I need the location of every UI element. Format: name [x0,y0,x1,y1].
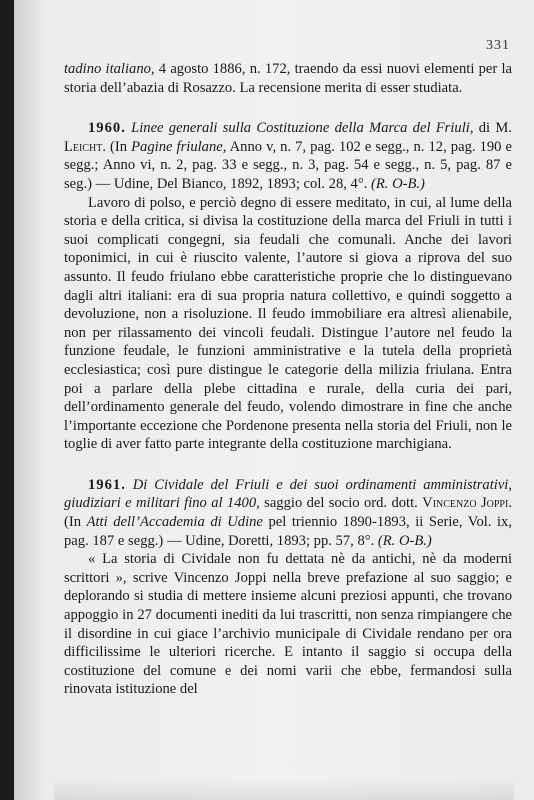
entry-1961-heading [64,476,512,550]
entry-author: Leicht [64,138,103,155]
intro-paragraph [64,60,512,97]
page-number: 331 [486,38,510,53]
entry-details: Anno v, n. 7, pag. 102 e segg., n. 12, pag. 190 e segg.; Anno vi, n. 2, pag. 33 e segg., n. 3, pag. 54 e segg., n. 5, pag. 87 e seg.) — Udine, Del Bianco, 1892, 1893; col. 28, 4°. [64,138,512,192]
entry-author: Vincenzo Joppi [422,495,509,512]
entry-signature: (R. O-B.) [371,175,425,192]
entry-journal: Pagine friulane, [131,138,227,155]
entry-journal: Atti dell’Accademia di Udine [86,514,263,531]
entry-title: Di Cividale del Friuli e dei suoi ordinamenti amministrativi, giudiziari e militari fino al 1400, [64,476,512,512]
page-content [64,60,512,699]
entry-pre-journal: . (In [102,138,132,155]
intro-text: 4 agosto 1886, n. 172, traendo da essi nuovi elementi per la storia dell’abazia di Rosazzo. La recensione merita di esser studiata. [64,61,513,96]
entry-1960-body: Lavoro di polso, e perciò degno di essere meditato, in cui, al lume della storia e della critica, si divisa la costituzione della marca del Friuli in tutti i suoi complicati congegni, sia feudali che comunali. Anche dei lavori toponimici, in cui è riuscito valente, l’autore si giova a riprova del suo assunto. Il feudo friulano ebbe caratteristiche proprie che lo distinguevano dagli altri italiani: era di sua propria natura collettivo, e quindi soggetto a devoluzione, non a risoluzione. Il feudo immobiliare era altresì alienabile, non per rilassamento dei vincoli feudali. Distingue l’autore nel feudo la funzione feudale, le funzioni amministrative e la tutela della proprietà ecclesiastica; così pure distingue le categorie della milizia friulana. Entra poi a parlare della plebe cittadina e rurale, della curia dei pari, dell’ordinamento generale del feudo, volendo dimostrare in fine che anche l’importante eccezione che Pordenone presenta nella storia del Friuli, non le toglie di aver fatto parte integrante della costituzione marchigiana. [64,194,512,453]
entry-number: 1961. [88,476,126,493]
entry-1960-heading [64,119,512,193]
entry-1961-body: « La storia di Cividale non fu dettata nè da antichi, nè da moderni scrittori », scrive Vincenzo Joppi nella breve prefazione al suo saggio; e deplorando si studia di mettere insieme alcuni preziosi appunti, che trovano appoggio in 27 documenti inediti da lui trascritti, non senza rimpiangere che il disordine in cui giace l’archivio municipale di Cividale rendano per ora difficilissime le ulteriori ricerche. E intanto il saggio si occupa della costituzione del comune e dei nomi varii che ebbe, fermandosi sulla rinovata istituzione del [64,551,512,698]
entry-signature: (R. O-B.) [377,532,432,549]
intro-italic: tadino italiano, [64,61,155,77]
entry-title: Linee generali sulla Costituzione della Marca del Friuli, [131,120,474,137]
book-page [14,0,534,800]
page-bottom-edge [54,778,514,800]
entry-pre-journal: . (In [64,495,512,531]
entry-number: 1960. [88,120,126,137]
entry-by: saggio del socio ord. dott. [259,495,423,512]
entry-details: pel triennio 1890-1893, ii Serie, Vol. ix, pag. 187 e segg.) — Udine, Doretti, 1893; pp. 57, 8°. [64,514,512,549]
entry-by: di M. [473,120,512,137]
